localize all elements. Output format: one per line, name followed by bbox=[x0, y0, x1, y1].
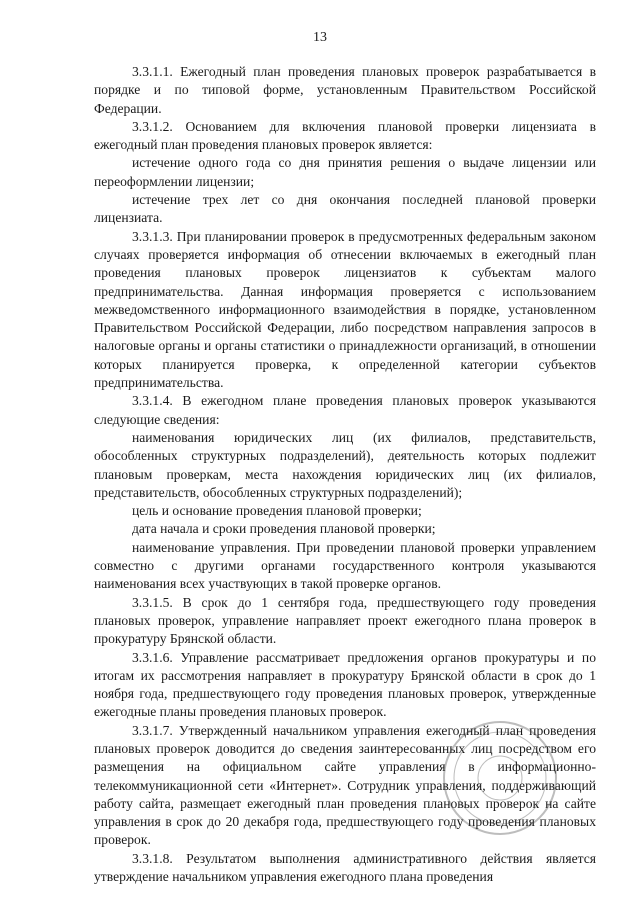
list-item: дата начала и сроки проведения плановой проверки; bbox=[132, 521, 436, 537]
list-item: истечение трех лет со дня окончания последней плановой проверки лицензиата. bbox=[94, 192, 596, 226]
list-item: истечение одного года со дня принятия решения о выдаче лицензии или переоформлении лицензии; bbox=[94, 155, 596, 189]
paragraph-3-3-1-7: 3.3.1.7. Утвержденный начальником управления ежегодный план проведения плановых проверок доводится до сведения заинтересованных лиц посредством его размещения на официальном сайте управления в информационно-телекоммуникационной сети «Интернет». Сотрудник управления, поддерживающий работу сайта, размещает ежегодный план проведения плановых проверок на сайте управления в срок до 20 декабря года, предшествующего году проведения плановых проверок. bbox=[94, 722, 596, 848]
paragraph-3-3-1-8: 3.3.1.8. Результатом выполнения административного действия является утверждение начальником управления ежегодного плана проведения bbox=[94, 850, 596, 885]
list-item: цель и основание проведения плановой проверки; bbox=[132, 503, 422, 519]
list-item: наименования юридических лиц (их филиалов, представительств, обособленных структурных подразделений), деятельность которых подлежит плановым проверкам, места нахождения юридических лиц (их филиалов, представительств, обособленных структурных подразделений); bbox=[94, 429, 596, 500]
document-body bbox=[94, 63, 596, 886]
paragraph-3-3-1-4: 3.3.1.4. В ежегодном плане проведения плановых проверок указываются следующие сведения: bbox=[94, 393, 596, 427]
paragraph-3-3-1-2: 3.3.1.2. Основанием для включения плановой проверки лицензиата в ежегодный план проведения плановых проверок является: bbox=[94, 118, 596, 153]
paragraph-3-3-1-1: 3.3.1.1. Ежегодный план проведения плановых проверок разрабатывается в порядке и по типовой форме, установленным Правительством Российской Федерации. bbox=[94, 64, 596, 116]
paragraph-3-3-1-5: 3.3.1.5. В срок до 1 сентября года, предшествующего году проведения плановых проверок, управление направляет проект ежегодного плана проверок в прокуратуру Брянской области. bbox=[94, 594, 596, 647]
paragraph-3-3-1-6: 3.3.1.6. Управление рассматривает предложения органов прокуратуры и по итогам их рассмотрения направляет в прокуратуру Брянской области в срок до 1 ноября года, предшествующего году проведения плановых проверок, утвержденные ежегодные планы проведения плановых проверок. bbox=[94, 649, 596, 720]
list-item: наименование управления. При проведении плановой проверки управлением совместно с другими органами государственного контроля указываются наименования всех участвующих в такой проверке органов. bbox=[94, 539, 596, 592]
paragraph-3-3-1-3: 3.3.1.3. При планировании проверок в предусмотренных федеральным законом случаях проверяется информация об отнесении включаемых в ежегодный план проведения плановых проверок лицензиатов к субъектам малого предпринимательства. Данная информация проверяется с использованием межведомственного информационного взаимодействия в порядке, установленном Правительством Российской Федерации, либо посредством направления запросов в налоговые органы и органы статистики о принадлежности организаций, в отношении которых планируется проверка, к определенной категории субъектов предпринимательства. bbox=[94, 228, 596, 391]
page-number: 13 bbox=[313, 30, 327, 45]
